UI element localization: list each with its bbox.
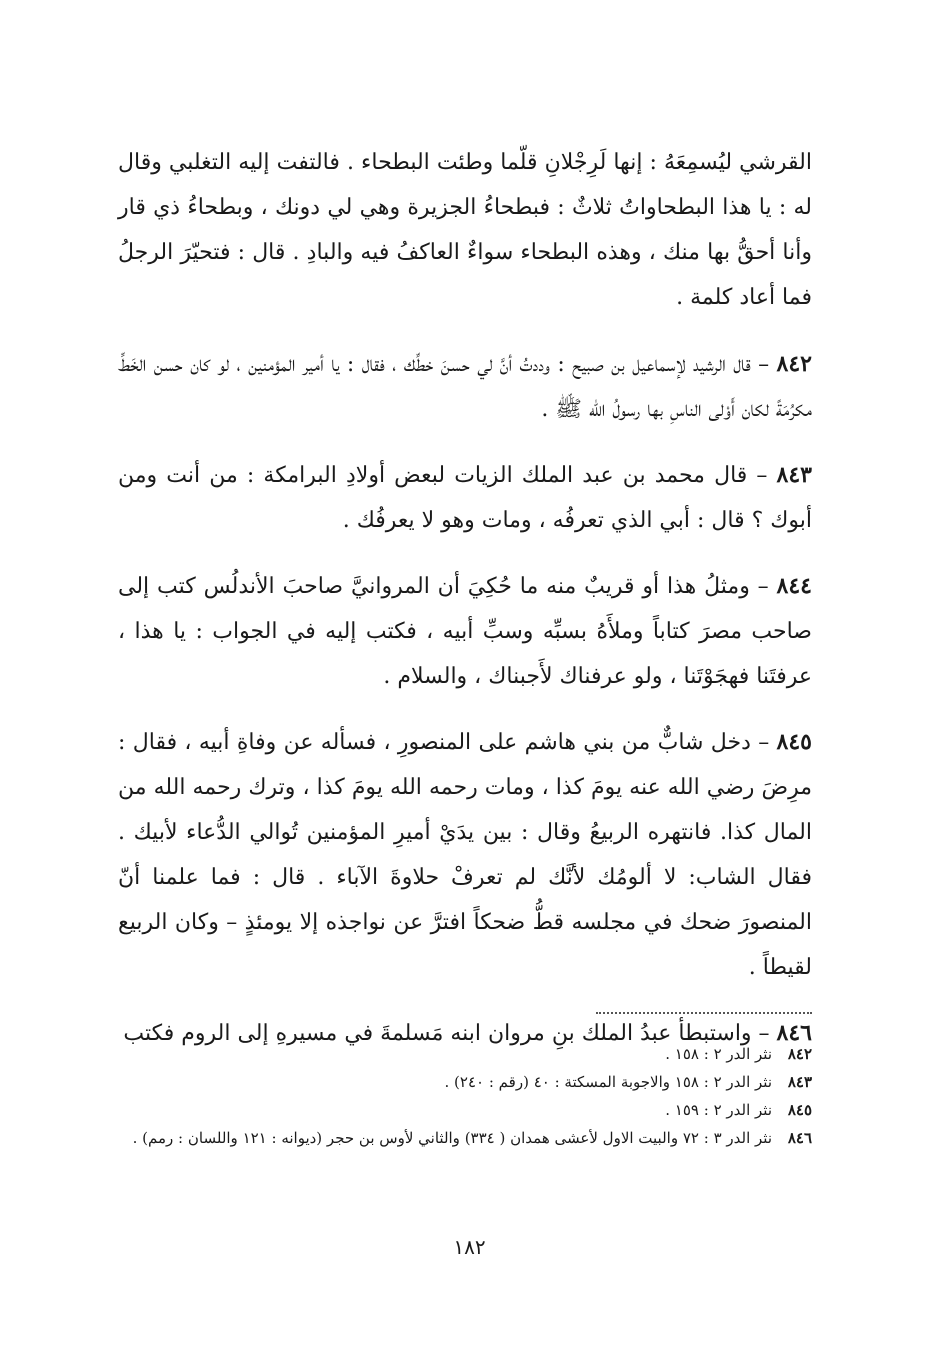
entry-number: ٨٤٣ <box>776 462 812 488</box>
footnote <box>118 1096 812 1124</box>
paragraph-continued <box>118 140 812 320</box>
footnote-number: ٨٤٣ <box>787 1073 812 1091</box>
footnote <box>118 1124 812 1152</box>
footnote <box>118 1068 812 1096</box>
paragraph-text: – دخل شابٌّ من بني هاشم على المنصورِ ، فسأله عن وفاةِ أبيه ، فقال : مرِضَ رضي الله عنه يومَ كذا ، ومات رحمه الله يومَ كذا ، وترك رحمه الله من المال كذا. فانتهره الربيعُ وقال : بين يدَيْ أميرِ المؤمنين تُوالي الدُّعاء لأبيك . فقال الشاب: لا ألومُك لأنَّك لم تعرفْ حلاوةَ الآباء . قال : فما علمنا أنّ المنصورَ ضحك في مجلسه قطُّ ضحكاً افترَّ عن نواجذه إلا يومئذٍ – وكان الربيع لقيطاً . <box>118 730 812 980</box>
entry-number: ٨٤٦ <box>776 1020 812 1046</box>
paragraph-text: القرشي ليُسمِعَهُ : إنها لَرِجْلانِ قلّما وطئت البطحاء . فالتفت إليه التغلبي وقال له : يا هذا البطحاواتُ ثلاثٌ : فبطحاءُ الجزيرة وهي لي دونك ، وبطحاءُ ذي قار وأنا أحقُّ بها منك ، وهذه البطحاء سواءٌ العاكفُ فيه والبادِ . قال : فتحيّرَ الرجلُ فما أعاد كلمة . <box>118 150 812 310</box>
paragraph-text: – قال محمد بن عبد الملك الزيات لبعض أولادِ البرامكة : من أنت ومن أبوك ؟ قال : أبي الذي تعرفُه ، ومات وهو لا يعرفُك . <box>118 463 812 533</box>
footnote-text: نثر الدر ٣ : ٧٢ والبيت الاول لأعشى همدان ( ٣٣٤) والثاني لأوس بن حجر (ديوانه : ١٢١ واللسان : رمم) . <box>132 1129 772 1147</box>
paragraph-844 <box>118 564 812 699</box>
footnotes <box>118 1040 812 1152</box>
page-number: ١٨٢ <box>453 1235 486 1259</box>
paragraph-text: – ومثلُ هذا أو قريبٌ منه ما حُكِيَ أن المروانيَّ صاحبَ الأندلُس كتب إلى صاحب مصرَ كتاباً وملأَهُ بسبِّه وسبِّ أبيه ، فكتب إليه في الجواب : يا هذا ، عرفتَنا فهجَوْتَنا ، ولو عرفناك لأَجبناك ، والسلام . <box>118 574 812 689</box>
footnote-number: ٨٤٦ <box>787 1129 812 1147</box>
main-text <box>118 140 812 1077</box>
paragraph-text: – واستبطأ عبدُ الملك بنِ مروان ابنه مَسلمةَ في مسيرهِ إلى الروم فكتب <box>123 1021 777 1046</box>
footnote-text: نثر الدر ٢ : ١٥٨ والاجوبة المسكتة : ٤٠ (رقم : ٢٤٠) . <box>444 1073 772 1091</box>
footnote <box>118 1040 812 1068</box>
entry-number: ٨٤٢ <box>776 351 812 377</box>
paragraph-845 <box>118 720 812 990</box>
paragraph-842 <box>118 342 812 432</box>
entry-number: ٨٤٥ <box>776 729 812 755</box>
footnote-text: نثر الدر ٢ : ١٥٨ . <box>665 1045 772 1063</box>
footnote-number: ٨٤٥ <box>787 1101 812 1119</box>
footnote-number: ٨٤٢ <box>787 1045 812 1063</box>
paragraph-text: – قال الرشيد لإسماعيل بن صبيح : وددتُ أنَّ لي حسنَ خطِّك ، فقال : يا أمير المؤمنين ، لو كان حسن الخَطِّ مكرُمَةً لكان أَوْلى الناسِ بها رسولُ الله ﷺ . <box>118 352 812 422</box>
paragraph-843 <box>118 453 812 543</box>
entry-number: ٨٤٤ <box>776 573 812 599</box>
footnote-divider <box>596 1012 812 1014</box>
footnote-text: نثر الدر ٢ : ١٥٩ . <box>665 1101 772 1119</box>
